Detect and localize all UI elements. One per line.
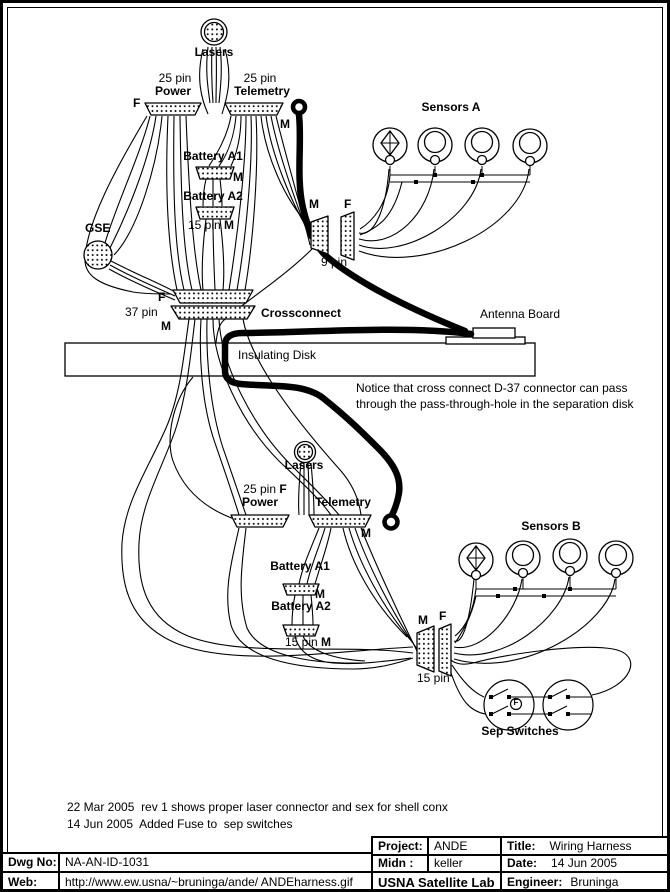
battery-a1-b-sex-label: M — [315, 587, 325, 601]
revision-note-2: 14 Jun 2005 Added Fuse to sep switches — [67, 817, 293, 831]
note-line2: through the pass-through-hole in the separation disk — [356, 397, 634, 411]
power-b-connector — [231, 515, 289, 527]
midn-label: Midn : — [373, 856, 429, 874]
title-cell: Title: Wiring Harness — [502, 838, 669, 856]
telemetry-a-pin-label: 25 pin — [243, 71, 277, 85]
battery-a1-a-connector — [196, 167, 234, 179]
battery-a1-b-connector — [283, 584, 319, 595]
crossconnect-m-label: M — [161, 319, 171, 333]
crossconnect-label: Crossconnect — [261, 306, 342, 320]
crossconnect-m-connector — [171, 306, 255, 319]
sep-switches-label: Sep Switches — [481, 724, 559, 738]
conn-9pin-f — [341, 212, 354, 260]
power-a-sex-label: F — [133, 96, 141, 110]
battery-a1-a-sex-label: M — [233, 170, 243, 184]
dwg-no-label: Dwg No: — [3, 854, 60, 873]
title-block-right — [371, 836, 670, 892]
lasers-a-device — [201, 19, 227, 45]
battery-a1-b-label: Battery A1 — [270, 559, 330, 573]
power-a-connector — [145, 103, 201, 115]
crossconnect-f-connector — [173, 290, 253, 303]
sensor-a3 — [465, 128, 499, 165]
conn15-m-label: M — [418, 613, 428, 627]
lasers-b-label: Lasers — [284, 458, 324, 472]
conn15-f-label: F — [439, 609, 447, 623]
conn9-pin-label: 9 pin — [321, 255, 348, 269]
wiring-diagram-svg — [3, 3, 670, 833]
project-value: ANDE — [429, 838, 502, 856]
battery-a2-a-pin-label: 15 pin M — [187, 218, 235, 232]
sensor-b3 — [553, 539, 587, 576]
ring-terminal-b — [385, 516, 398, 529]
sensors-a-label: Sensors A — [421, 100, 481, 114]
sensor-a2 — [418, 128, 452, 165]
conn-15pin-m — [417, 626, 434, 672]
telemetry-b-sex-label: M — [361, 526, 371, 540]
sensor-a4 — [513, 129, 547, 166]
telemetry-a-label: Telemetry — [234, 84, 290, 98]
power-a-label: Power — [154, 84, 191, 98]
sensors-b-group — [459, 539, 633, 580]
sensors-a-group — [373, 128, 547, 166]
sensor-b2 — [506, 541, 540, 578]
fuse-label: F — [513, 698, 519, 707]
web-value: http://www.ew.usna/~bruninga/ande/ ANDEharness.gif — [65, 874, 353, 889]
battery-a2-a-label: Battery A2 — [183, 189, 243, 203]
sensor-a1 — [373, 128, 407, 165]
dwg-no-value: NA-AN-ID-1031 — [60, 854, 371, 873]
battery-a2-b-label: Battery A2 — [271, 599, 331, 613]
sensor-b4 — [599, 541, 633, 578]
title-block-left — [3, 852, 373, 892]
telemetry-a-sex-label: M — [280, 117, 290, 131]
sensors-b-label: Sensors B — [521, 519, 581, 533]
lasers-a-label: Lasers — [194, 45, 234, 59]
note-line1: Notice that cross connect D-37 connector can pass — [356, 381, 628, 395]
lab-name: USNA Satellite Lab — [373, 873, 502, 891]
telemetry-b-label: Telemetry — [315, 495, 371, 509]
sensor-b1 — [459, 543, 493, 580]
insulating-disk-label: Insulating Disk — [238, 348, 317, 362]
crossconnect-f-label: F — [158, 290, 166, 304]
power-b-label: Power — [241, 495, 278, 509]
battery-a2-b-pin-label: 15 pin M — [284, 635, 332, 649]
web-label: Web: — [3, 873, 60, 892]
project-label: Project: — [373, 838, 429, 856]
engineer-cell: Engineer: Bruninga — [507, 875, 619, 890]
gse-label: GSE — [85, 221, 111, 235]
sep-switches-group — [484, 680, 593, 730]
revision-note-1: 22 Mar 2005 rev 1 shows proper laser connector and sex for shell conx — [67, 800, 448, 814]
conn9-f-label: F — [344, 197, 352, 211]
battery-a1-a-label: Battery A1 — [183, 149, 243, 163]
conn9-m-label: M — [309, 197, 319, 211]
conn15-pin-label: 15 pin — [417, 671, 450, 685]
power-a-pin-label: 25 pin — [158, 71, 192, 85]
ring-terminal-a — [293, 101, 305, 113]
antenna-board-label: Antenna Board — [480, 307, 561, 321]
telemetry-a-connector — [225, 103, 283, 115]
date-cell: Date: 14 Jun 2005 — [502, 856, 669, 874]
midn-value: keller — [429, 856, 502, 874]
conn-9pin-m — [311, 216, 328, 254]
gse-connector — [84, 241, 112, 269]
power-b-pin-label: 25 pin F — [243, 482, 287, 496]
crossconnect-pin-label: 37 pin — [125, 305, 158, 319]
conn-15pin-f — [439, 624, 451, 676]
